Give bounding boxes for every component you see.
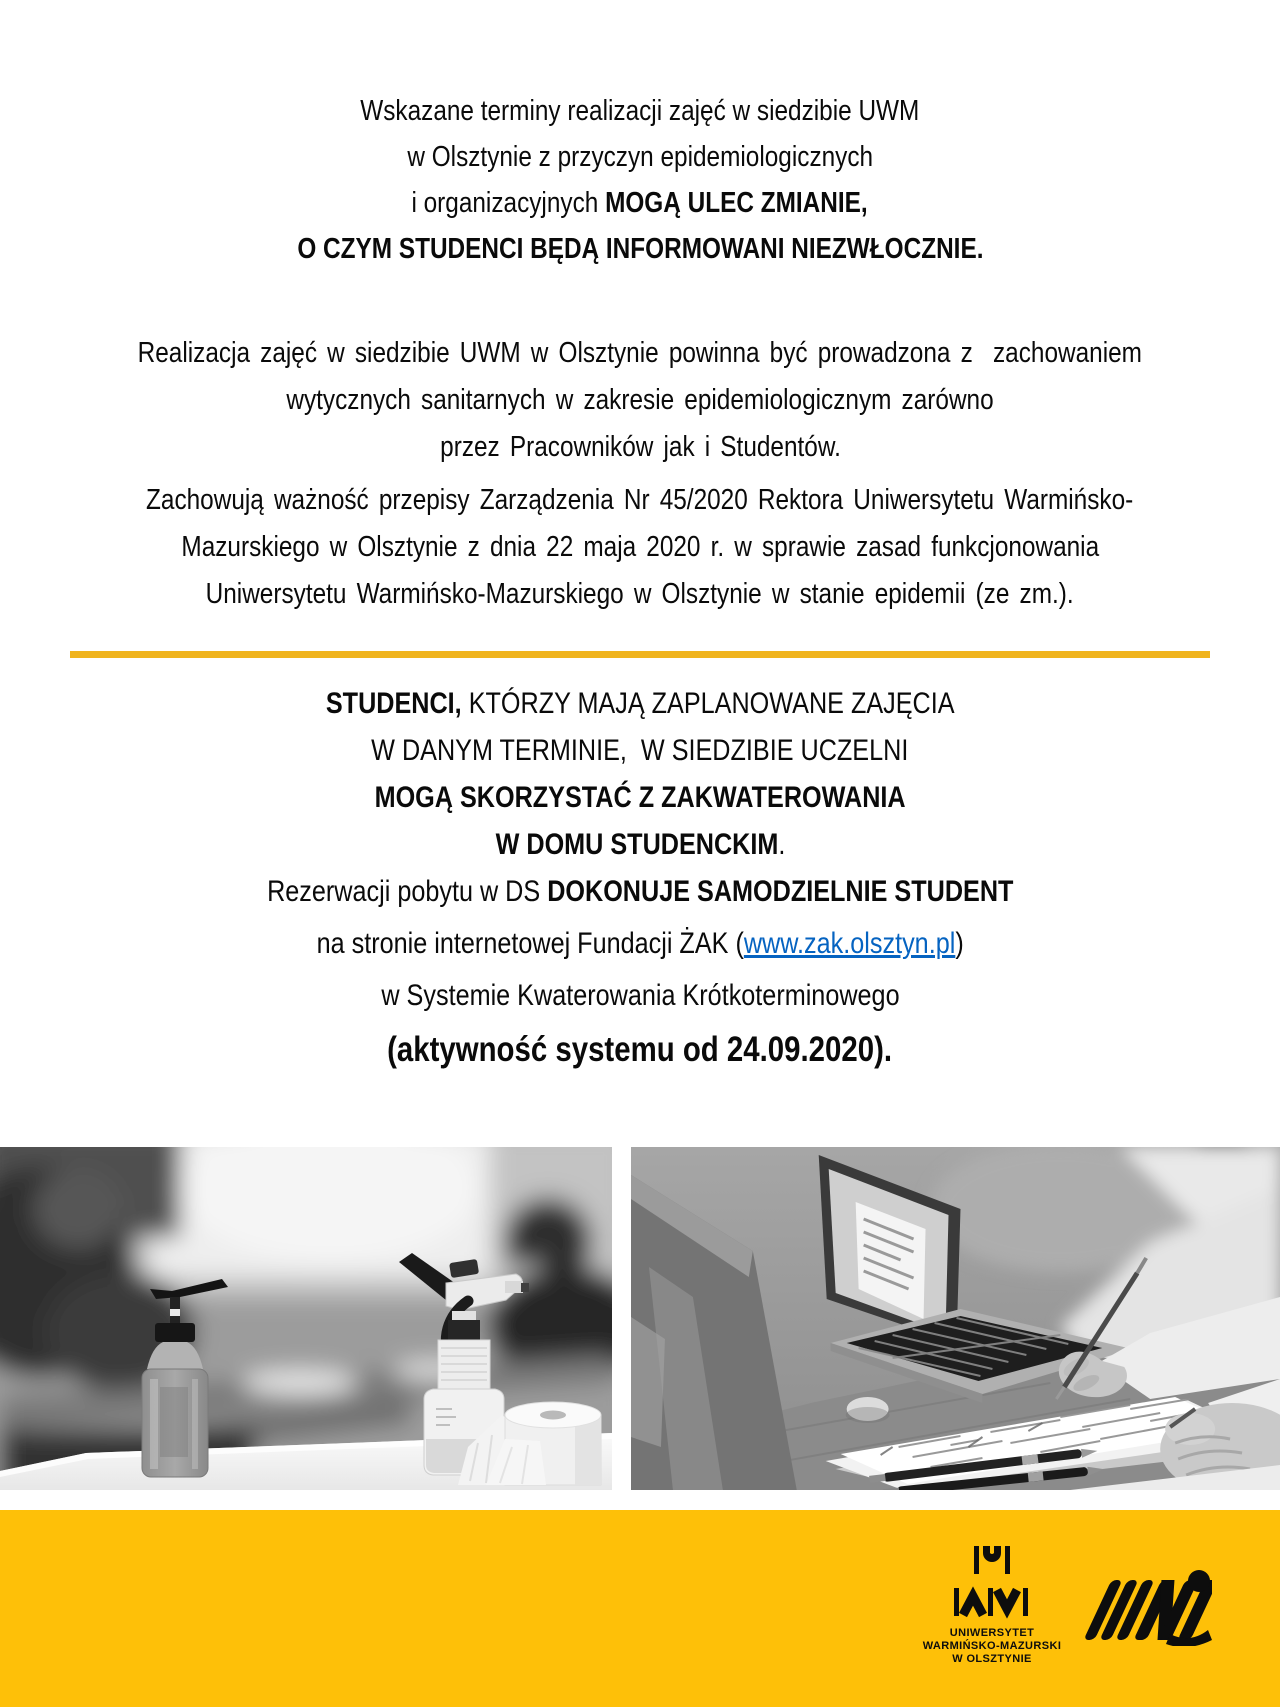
intro-line-1: Wskazane terminy realizacji zajęć w siedzibie UWM — [360, 95, 920, 127]
footer-yellow-bar — [0, 1510, 1280, 1707]
intro-line-4: O CZYM STUDENCI BĘDĄ INFORMOWANI NIEZWŁOCZNIE. — [296, 233, 984, 265]
laptops-meeting-illustration — [631, 1147, 1280, 1490]
uwm-logo — [917, 1544, 1067, 1666]
faculty-monogram-logo — [1072, 1566, 1212, 1646]
uwm-logo-text-line: W OLSZTYNIE — [952, 1653, 1032, 1665]
classroom-sanitizer-illustration — [0, 1147, 612, 1490]
intro-line-2: w Olsztynie z przyczyn epidemiologicznych — [407, 141, 873, 173]
accommodation-heading: STUDENCI, KTÓRZY MAJĄ ZAPLANOWANE ZAJĘCIA W DANYM TERMINIE, W SIEDZIBIE UCZELNI MOGĄ SKORZYSTAĆ Z ZAKWATEROWANIA W DOMU STUDENCKIM. — [325, 687, 955, 861]
classroom-sanitizer-photo — [0, 1147, 612, 1490]
intro-line-3: i organizacyjnych MOGĄ ULEC ZMIANIE, — [411, 187, 869, 219]
uwm-logo-text-line: WARMIŃSKO-MAZURSKI — [922, 1640, 1062, 1652]
intro-paragraph — [0, 88, 1280, 272]
laptops-meeting-photo — [631, 1147, 1280, 1490]
uwm-crest-icon — [952, 1544, 1032, 1620]
computer-mouse — [846, 1397, 890, 1423]
uwm-logo-text-line: UNIWERSYTET — [949, 1627, 1035, 1639]
faculty-monogram-icon — [1072, 1566, 1212, 1646]
yellow-divider-rule — [70, 651, 1210, 658]
photo-strip — [0, 1147, 1280, 1490]
reservation-paragraph: Rezerwacji pobytu w DS DOKONUJE SAMODZIELNIE STUDENT na stronie internetowej Fundacji ŻAK (www.zak.olsztyn.pl) w Systemie Kwaterowania Krótkoterminowego (aktywność systemu od 24.09.2020). — [266, 875, 1014, 1069]
zak-website-link[interactable]: www.zak.olsztyn.pl — [743, 927, 956, 960]
rector-regulation-paragraph: Zachowują ważność przepisy Zarządzenia Nr 45/2020 Rektora Uniwersytetu Warmińsko- Mazurskiego w Olsztynie z dnia 22 maja 2020 r. w sprawie zasad funkcjonowania Uniwersytetu Warmińsko-Mazurskiego w Olsztynie w stanie epidemii (ze zm.). — [146, 484, 1134, 610]
sanitary-rules-paragraph: Realizacja zajęć w siedzibie UWM w Olsztynie powinna być prowadzona z zachowaniem wytycznych sanitarnych w zakresie epidemiologicznym zarówno przez Pracowników jak i Studentów. — [137, 337, 1143, 463]
